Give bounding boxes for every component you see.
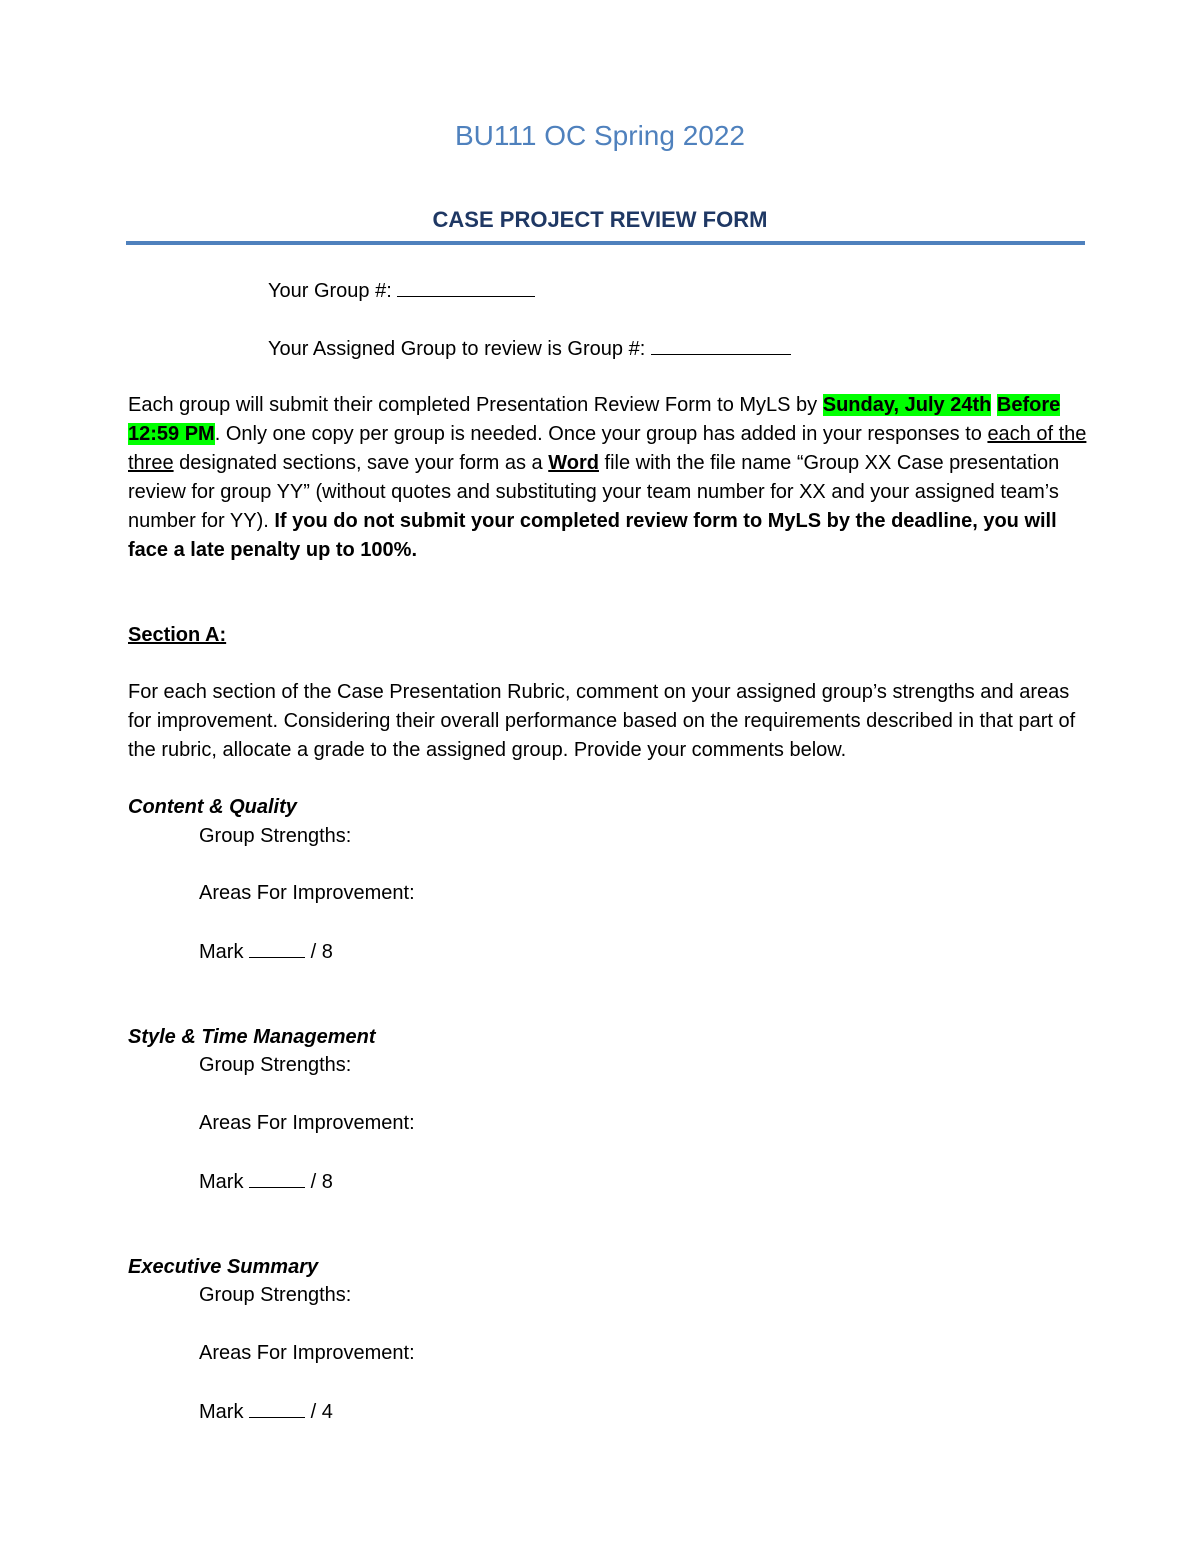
deadline-time: Before 12:59 PM	[128, 394, 1061, 445]
instructions-text-2: . Only one copy per group is needed. Once your group has added in your responses to	[214, 423, 988, 445]
section-a-heading: Section A:	[128, 624, 227, 646]
instructions-text-3: designated sections, save your form as a	[173, 452, 549, 474]
section-a-description: For each section of the Case Presentation Rubric, comment on your assigned group’s strengths and areas for improvement. Considering their overall performance based on the requirements described in that part of the rubric, allocate a grade to the assigned group. Provide your comments below.	[128, 681, 1076, 761]
areas-improvement-label: Areas For Improvement:	[199, 1112, 415, 1134]
form-title: CASE PROJECT REVIEW FORM	[432, 207, 768, 232]
instructions-paragraph	[128, 391, 1088, 565]
your-group-label: Your Group #:	[268, 280, 392, 302]
mark-label: Mark	[199, 941, 244, 963]
mark-blank[interactable]	[249, 937, 305, 958]
instructions-text-4: file with the file name “Group XX Case presentation review for group YY” (without quotes and substituting your team number for XX and your assigned team’s number for YY).	[128, 452, 1060, 532]
title-divider	[126, 241, 1085, 245]
mark-blank[interactable]	[249, 1397, 305, 1418]
mark-field	[199, 937, 333, 966]
mark-blank[interactable]	[249, 1167, 305, 1188]
assigned-group-field	[268, 334, 791, 363]
instructions-text-1: Each group will submit their completed Presentation Review Form to MyLS by	[128, 394, 823, 416]
document-title: BU111 OC Spring 2022	[454, 120, 746, 151]
mark-out-of: / 8	[310, 1171, 333, 1193]
areas-improvement-label: Areas For Improvement:	[199, 1342, 415, 1364]
mark-label: Mark	[199, 1171, 244, 1193]
your-group-blank[interactable]	[397, 276, 535, 297]
criterion-heading: Executive Summary	[128, 1256, 319, 1278]
areas-improvement-label: Areas For Improvement:	[199, 882, 415, 904]
your-group-field	[268, 276, 535, 305]
mark-field	[199, 1167, 333, 1196]
late-penalty-warning: If you do not submit your completed review form to MyLS by the deadline, you will face a late penalty up to 100%.	[128, 510, 1057, 561]
mark-out-of: / 8	[310, 941, 333, 963]
criterion-heading: Style & Time Management	[128, 1026, 376, 1048]
group-strengths-label: Group Strengths:	[199, 1284, 352, 1306]
criterion-heading: Content & Quality	[128, 796, 297, 818]
group-strengths-label: Group Strengths:	[199, 1054, 352, 1076]
mark-label: Mark	[199, 1401, 244, 1423]
assigned-group-label: Your Assigned Group to review is Group #:	[268, 338, 646, 360]
deadline-date: Sunday, July 24th	[822, 394, 992, 416]
file-format: Word	[548, 452, 599, 474]
group-strengths-label: Group Strengths:	[199, 825, 352, 847]
mark-out-of: / 4	[310, 1401, 333, 1423]
underlined-sections: each of the three	[128, 423, 1087, 474]
assigned-group-blank[interactable]	[651, 334, 791, 355]
mark-field	[199, 1397, 333, 1426]
